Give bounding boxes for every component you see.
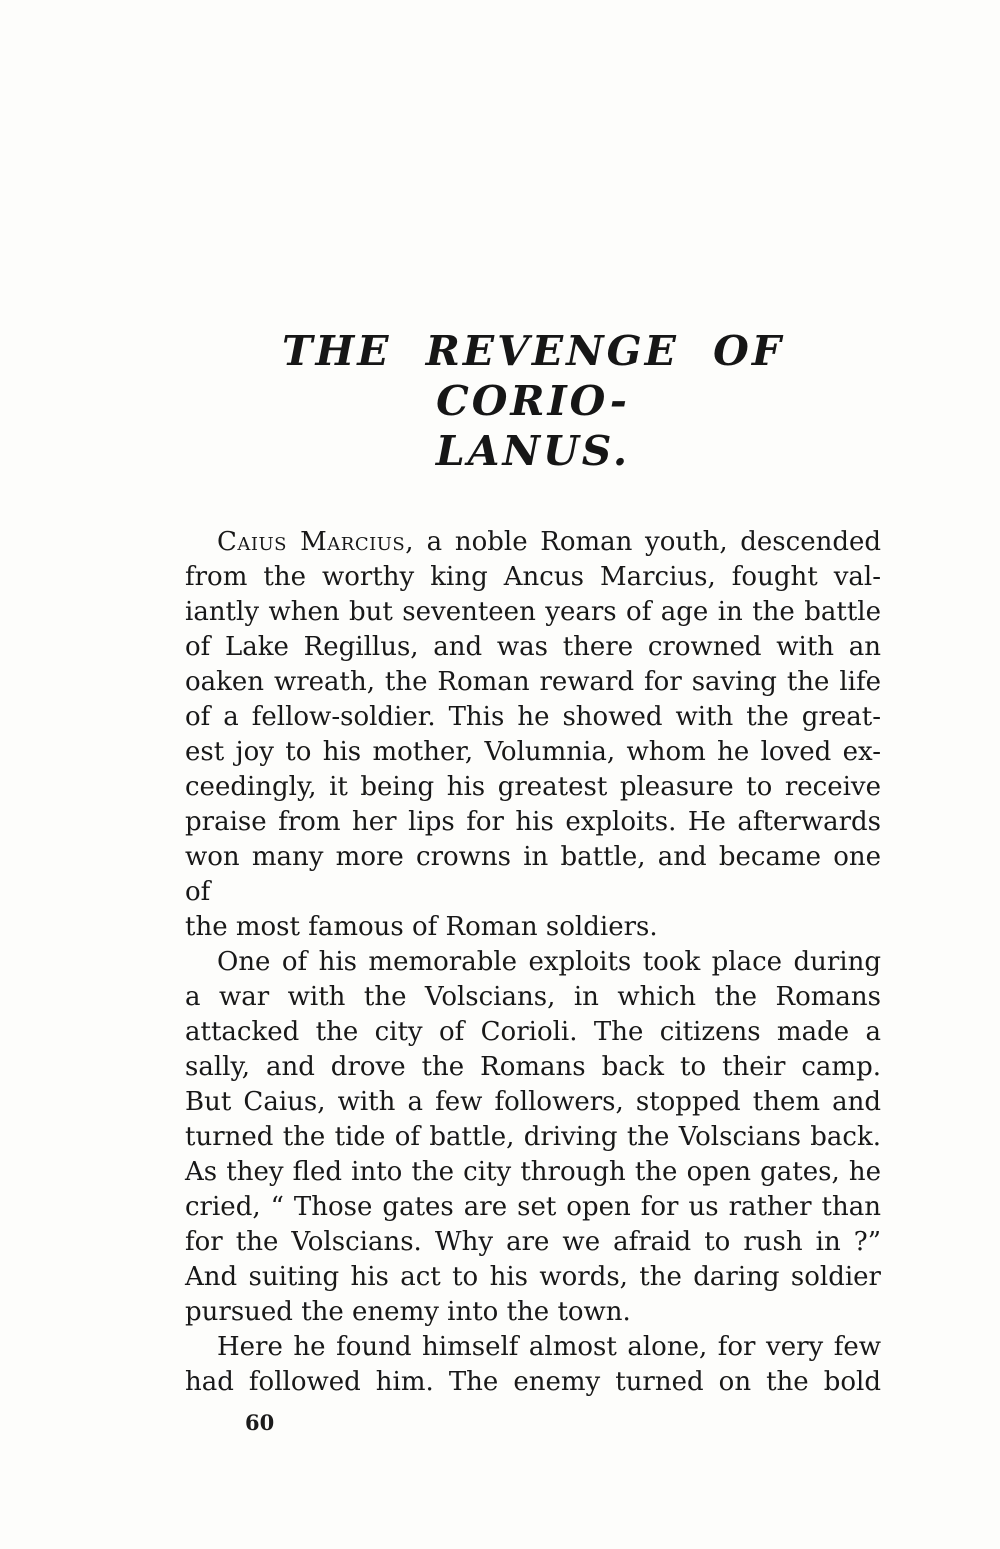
text-line: But Caius, with a few followers, stopped them and (185, 1087, 881, 1117)
text-line: cried, “ Those gates are set open for us rather than (185, 1192, 881, 1222)
text-line: of a fellow-soldier. This he showed with the great- (185, 702, 881, 732)
text-line: for the Volscians. Why are we afraid to rush in ?” (185, 1227, 881, 1257)
text-line: Here he found himself almost alone, for very few (217, 1332, 881, 1362)
text-line: pursued the enemy into the town. (185, 1297, 631, 1327)
text-line: had followed him. The enemy turned on the bold (185, 1367, 881, 1397)
text-line: a war with the Volscians, in which the Romans (185, 982, 881, 1012)
text-line: won many more crowns in battle, and became one of (185, 842, 881, 907)
body-text-block (185, 525, 881, 1440)
paragraph-1 (185, 525, 881, 945)
chapter-title-line-1: THE REVENGE OF CORIO- (282, 327, 784, 425)
chapter-title (185, 0, 881, 476)
text-line: ceedingly, it being his greatest pleasure to receive (185, 772, 881, 802)
paragraph-2 (185, 945, 881, 1330)
text-line: sally, and drove the Romans back to their camp. (185, 1052, 881, 1082)
text-line: turned the tide of battle, driving the Volscians back. (185, 1122, 881, 1152)
text-line (185, 525, 881, 560)
text-line-rest: a noble Roman youth, descended (414, 527, 882, 557)
text-line: iantly when but seventeen years of age in the battle (185, 597, 881, 627)
text-line: One of his memorable exploits took place during (217, 947, 881, 977)
text-line: praise from her lips for his exploits. He afterwards (185, 807, 881, 837)
paragraph-3 (185, 1330, 881, 1400)
chapter-title-line-2: LANUS. (435, 427, 631, 475)
text-line: oaken wreath, the Roman reward for saving the life (185, 667, 881, 697)
text-line: the most famous of Roman soldiers. (185, 912, 658, 942)
text-line: est joy to his mother, Volumnia, whom he loved ex- (185, 737, 881, 767)
text-line: from the worthy king Ancus Marcius, fought val- (185, 562, 881, 592)
text-line: of Lake Regillus, and was there crowned with an (185, 632, 881, 662)
text-line: And suiting his act to his words, the daring soldier (185, 1262, 881, 1292)
character-name-small-caps: Caius Marcius, (217, 527, 414, 557)
text-line: As they fled into the city through the open gates, he (185, 1157, 881, 1187)
text-line: attacked the city of Corioli. The citizens made a (185, 1017, 881, 1047)
page-number: 60 (245, 1410, 275, 1435)
